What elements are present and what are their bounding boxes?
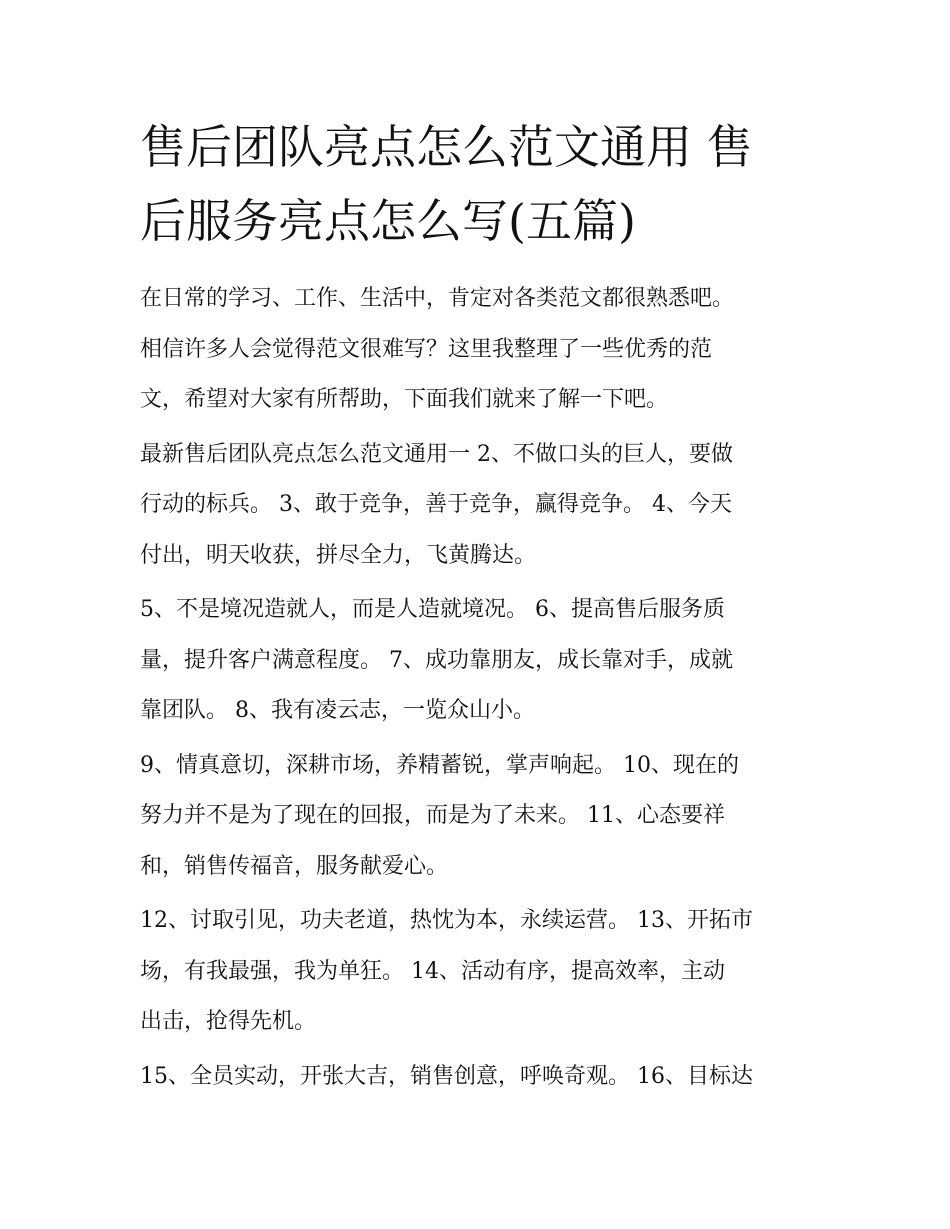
text-line: 相信许多人会觉得范文很难写？这里我整理了一些优秀的范 [140, 336, 713, 362]
text-line: 在日常的学习、工作、生活中，肯定对各类范文都很熟悉吧。 [140, 286, 735, 311]
text-line: 12、讨取引见，功夫老道，热忱为本，永续运营。 13、开拓市 [140, 908, 753, 933]
paragraph-5 [140, 1052, 830, 1103]
document-body [140, 274, 830, 1106]
text-line: 和，销售传福音，服务献爱心。 [140, 853, 449, 879]
text-line: 场，有我最强，我为单狂。 14、活动有序，提高效率，主动 [140, 958, 725, 984]
text-line: 5、不是境况造就人，而是人造就境况。 6、提高售后服务质 [140, 597, 725, 622]
paragraph-4 [140, 896, 830, 1048]
text-line: 量，提升客户满意程度。 7、成功靠朋友，成长靠对手，成就 [140, 647, 733, 673]
text-line: 出击，抢得先机。 [140, 1009, 317, 1034]
text-line: 努力并不是为了现在的回报，而是为了未来。 11、心态要祥 [140, 803, 725, 828]
text-line: 15、全员实动，开张大吉，销售创意，呼唤奇观。 16、目标达 [140, 1063, 753, 1089]
title-line: 售后团队亮点怎么范文通用 售 [140, 120, 753, 174]
text-line: 行动的标兵。 3、敢于竞争，善于竞争，赢得竞争。 4、今天 [140, 492, 732, 517]
paragraph-intro [140, 274, 830, 426]
text-line: 付出，明天收获，拼尽全力，飞黄腾达。 [140, 542, 537, 568]
text-line: 9、情真意切，深耕市场，养精蓄锐，掌声响起。 10、现在的 [140, 752, 739, 778]
title-line: 后服务亮点怎么写(五篇) [140, 194, 636, 248]
document-title [140, 110, 820, 258]
paragraph-1 [140, 430, 830, 582]
text-line: 文，希望对大家有所帮助，下面我们就来了解一下吧。 [140, 387, 669, 412]
text-line: 最新售后团队亮点怎么范文通用一 2、不做口头的巨人，要做 [140, 441, 733, 467]
paragraph-2 [140, 585, 830, 737]
paragraph-3 [140, 741, 830, 893]
text-line: 靠团队。 8、我有凌云志，一览众山小。 [140, 698, 535, 723]
